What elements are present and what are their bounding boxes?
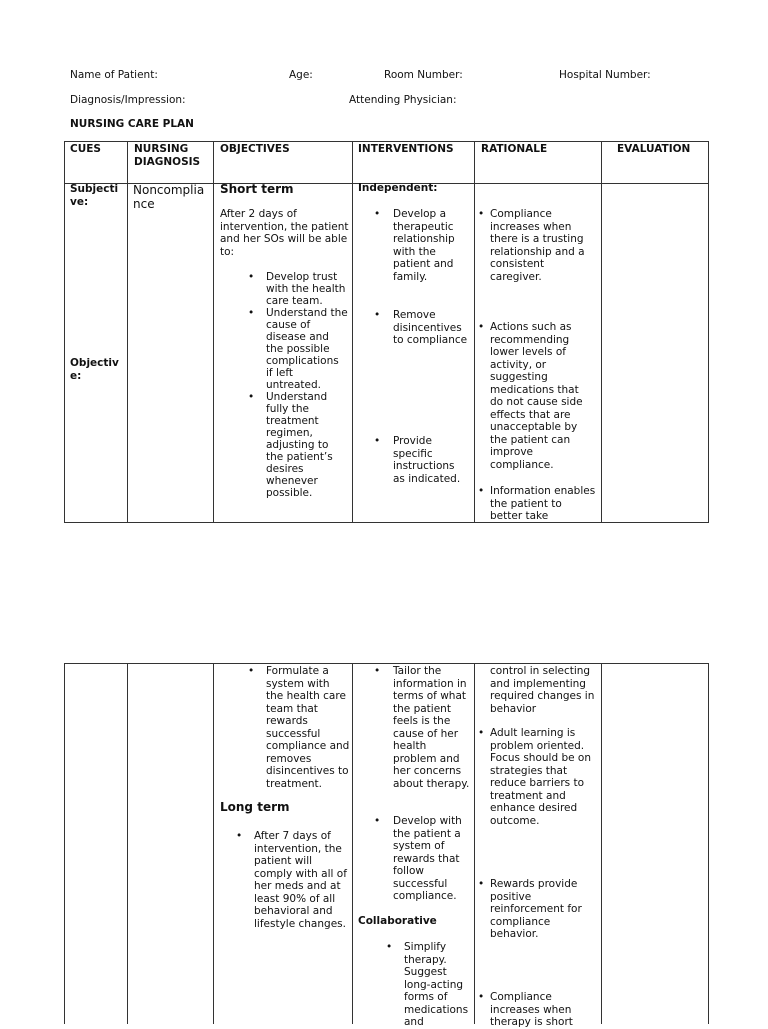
rationale-text: Adult learning is problem oriented. Focus should be on strategies that reduce barriers to treatment and enhance desired outcome. xyxy=(490,727,591,827)
rationale-text: Compliance increases when therapy is short xyxy=(490,991,573,1028)
intervention-text: Remove disincentives to compliance xyxy=(393,309,468,346)
nursing-care-plan-title: NURSING CARE PLAN xyxy=(70,118,194,130)
objective-text: Formulate a system with the health care team that rewards successful compliance and removes disincentives to treatment. xyxy=(266,665,350,790)
intervention-item: • Develop with the patient a system of rewards that follow successful compliance. xyxy=(374,815,474,903)
rationale-continued: control in selecting and implementing required changes in behavior xyxy=(490,665,595,715)
table-border xyxy=(474,663,475,1024)
table-border xyxy=(352,663,353,1024)
table-border xyxy=(64,522,709,523)
intervention-text: Tailor the information in terms of what the patient feels is the cause of her health problem and her concerns about therapy. xyxy=(393,665,470,790)
objective-item: • Formulate a system with the health care team that rewards successful compliance and removes disincentives to treatment. xyxy=(248,665,350,790)
long-term-heading: Long term xyxy=(220,800,290,814)
column-header-interventions: INTERVENTIONS xyxy=(358,143,454,155)
rationale-item: • Information enables the patient to better take xyxy=(478,485,596,522)
list-item: • Understand the cause of disease and the possible complications if left untreated. xyxy=(248,307,348,391)
table-border xyxy=(127,141,128,523)
rationale-text: Compliance increases when there is a trusting relationship and a consistent caregiver. xyxy=(490,208,585,283)
list-item: • Develop trust with the health care team. xyxy=(248,271,346,307)
rationale-item: • Compliance increases when therapy is short xyxy=(478,991,598,1029)
diagnosis-impression-label: Diagnosis/Impression: xyxy=(70,94,186,106)
objective-text: After 7 days of intervention, the patient will comply with all of her meds and at least 90% of all behavioral and lifestyle changes. xyxy=(254,830,347,930)
intervention-text: Provide specific instructions as indicated. xyxy=(393,435,461,485)
table-border xyxy=(64,141,709,142)
list-item: • Understand fully the treatment regimen, adjusting to the patient’s desires whenever possible. xyxy=(248,391,333,499)
independent-heading: Independent: xyxy=(358,182,438,194)
intervention-text: Develop a therapeutic relationship with the patient and family. xyxy=(393,208,455,283)
table-border xyxy=(64,663,65,1024)
intervention-item: • Tailor the information in terms of what the patient feels is the cause of her health problem and her concerns about therapy. xyxy=(374,665,470,790)
hospital-number-label: Hospital Number: xyxy=(559,69,651,81)
short-term-intro: After 2 days of intervention, the patient and her SOs will be able to: xyxy=(220,208,349,258)
column-header-rationale: RATIONALE xyxy=(481,143,548,155)
rationale-item: • Actions such as recommending lower levels of activity, or suggesting medications that do not cause side effects that are unacceptable by the patient can improve compliance. xyxy=(478,321,598,471)
column-header-nursing-diagnosis: NURSING DIAGNOSIS xyxy=(134,143,201,168)
cues-objective: Objective: xyxy=(70,357,119,382)
column-header-evaluation: EVALUATION xyxy=(617,143,691,155)
intervention-text: Develop with the patient a system of rewards that follow successful compliance. xyxy=(393,815,462,902)
intervention-item: • Develop a therapeutic relationship with the patient and family. xyxy=(374,208,470,283)
column-header-cues: CUES xyxy=(70,143,101,155)
rationale-text: Information enables the patient to better take xyxy=(490,485,596,522)
rationale-text: Rewards provide positive reinforcement for compliance behavior. xyxy=(490,878,582,940)
table-border xyxy=(708,141,709,523)
objective-text: Develop trust with the health care team. xyxy=(266,271,346,307)
rationale-item: • Adult learning is problem oriented. Focus should be on strategies that reduce barriers to treatment and enhance desired outcome. xyxy=(478,727,598,827)
room-number-label: Room Number: xyxy=(384,69,463,81)
objective-text: Understand fully the treatment regimen, adjusting to the patient’s desires whenever possible. xyxy=(266,391,333,499)
objective-text: Understand the cause of disease and the possible complications if left untreated. xyxy=(266,307,348,391)
intervention-item: • Remove disincentives to compliance xyxy=(374,309,474,347)
collaborative-heading: Collaborative xyxy=(358,915,437,927)
intervention-item: • Simplify therapy. Suggest long-acting forms of medications and xyxy=(386,941,474,1029)
intervention-text: Simplify therapy. Suggest long-acting forms of medications and xyxy=(404,941,469,1028)
rationale-item: • Compliance increases when there is a trusting relationship and a consistent caregiver. xyxy=(478,208,598,283)
table-border xyxy=(213,141,214,523)
cues-subjective: Subjective: xyxy=(70,183,119,208)
table-border xyxy=(127,663,128,1024)
table-border xyxy=(708,663,709,1024)
table-border xyxy=(213,663,214,1024)
table-border xyxy=(601,141,602,523)
age-label: Age: xyxy=(289,69,313,81)
table-border xyxy=(352,141,353,523)
table-border xyxy=(64,663,709,664)
intervention-item: • Provide specific instructions as indicated. xyxy=(374,435,470,485)
name-of-patient-label: Name of Patient: xyxy=(70,69,158,81)
attending-physician-label: Attending Physician: xyxy=(349,94,457,106)
rationale-text: Actions such as recommending lower levels of activity, or suggesting medications that do not cause side effects that are unacceptable by the patient can improve compliance. xyxy=(490,321,583,471)
column-header-objectives: OBJECTIVES xyxy=(220,143,290,155)
table-border xyxy=(64,141,65,523)
table-border xyxy=(601,663,602,1024)
nursing-diagnosis-value: Noncompliance xyxy=(133,183,205,211)
rationale-item: • Rewards provide positive reinforcement for compliance behavior. xyxy=(478,878,598,941)
table-border xyxy=(474,141,475,523)
short-term-heading: Short term xyxy=(220,182,294,196)
objectives-list xyxy=(248,271,348,499)
objective-item: • After 7 days of intervention, the patient will comply with all of her meds and at least 90% of all behavioral and lifestyle changes. xyxy=(236,830,347,930)
